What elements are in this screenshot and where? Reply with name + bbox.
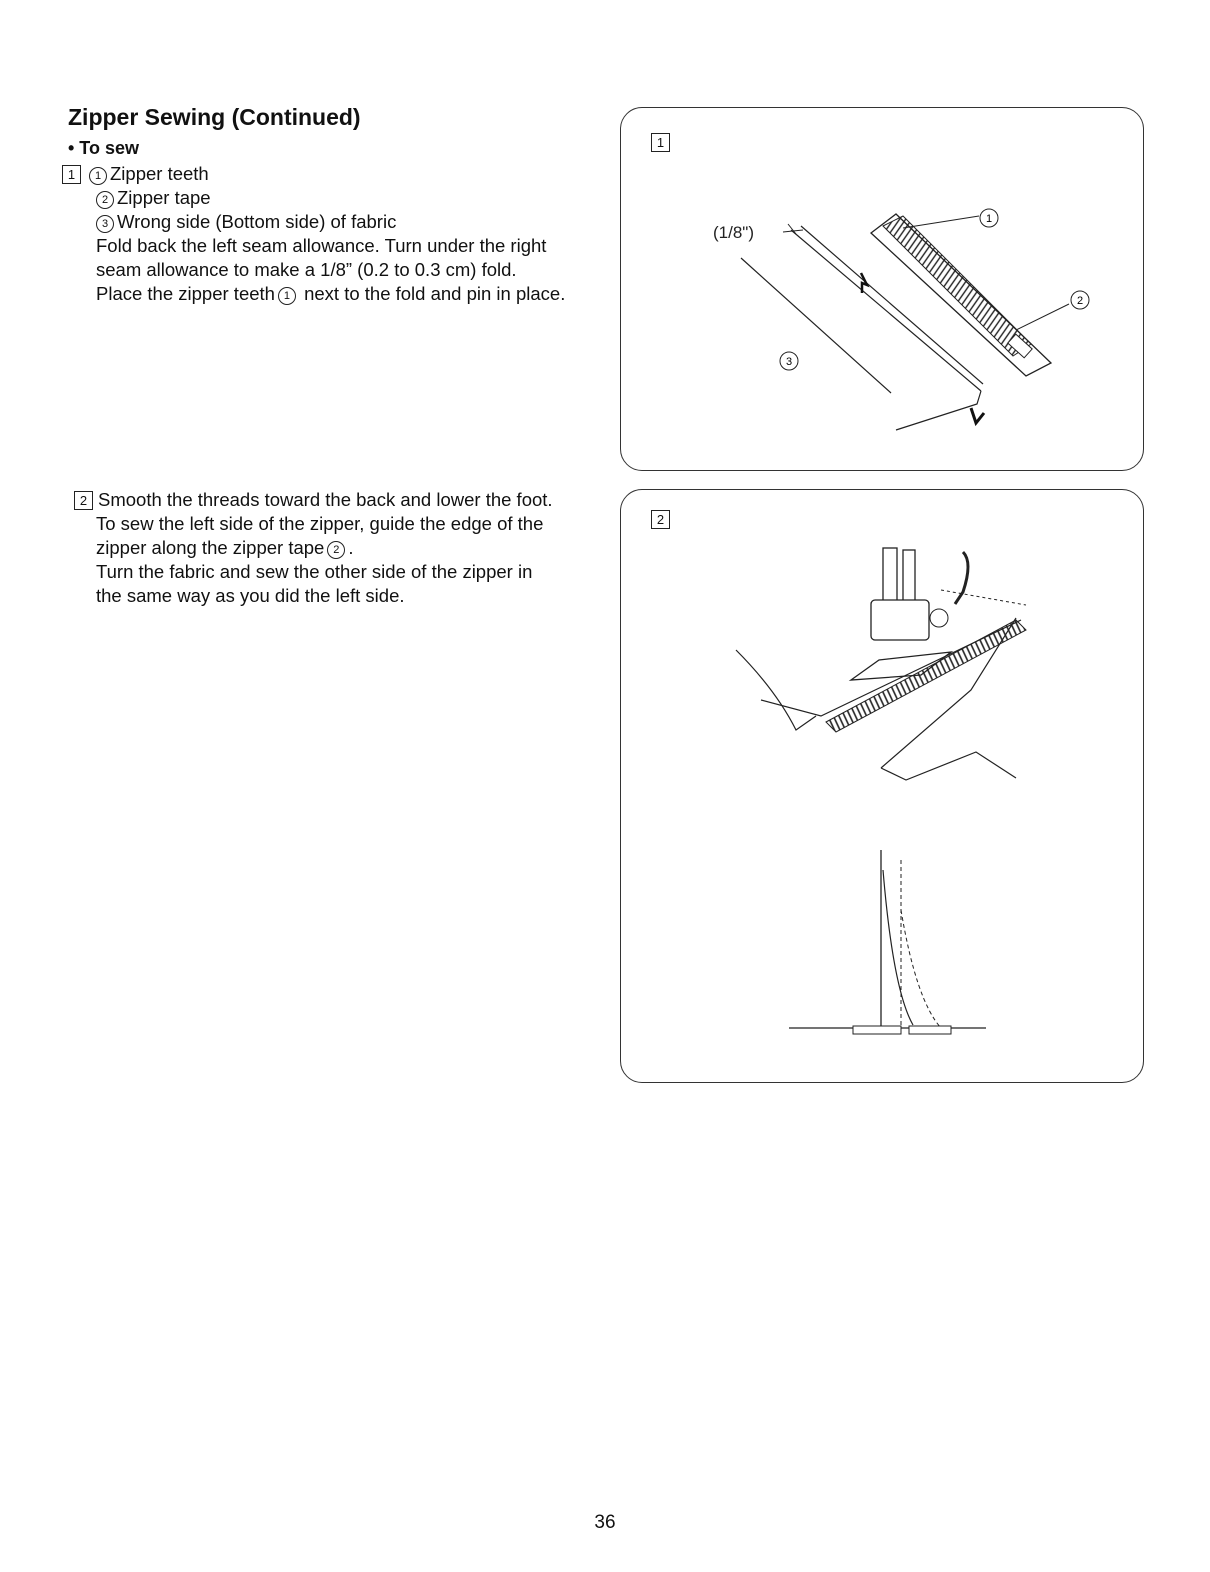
step1-instruction-line: seam allowance to make a 1/8” (0.2 to 0.3 cm) fold. <box>96 259 517 280</box>
fabric-edge <box>736 650 816 730</box>
foot-right <box>909 1026 951 1034</box>
figure-1-panel <box>620 107 1144 471</box>
item-text: Zipper tape <box>117 187 211 208</box>
callout-1-label: 1 <box>985 213 993 225</box>
step2-instruction-line <box>74 488 553 512</box>
callout-mark: 1 <box>89 167 107 185</box>
figure-2-number-box: 2 <box>651 510 670 529</box>
text-run: . <box>348 537 354 558</box>
step2-instruction-line: To sew the left side of the zipper, guide the edge of the <box>96 513 544 534</box>
measure-tick <box>788 224 796 234</box>
guide-line <box>941 590 1026 605</box>
step2-number-box: 2 <box>74 491 93 510</box>
callout-mark: 1 <box>278 287 296 305</box>
measure-label: (1/8") <box>713 223 754 242</box>
step1-item-2 <box>93 186 211 210</box>
sewing-zipper-illustration <box>621 490 1143 1082</box>
callout-mark: 3 <box>96 215 114 233</box>
step1-number-box: 1 <box>62 165 81 184</box>
text-run: Place the zipper teeth <box>96 283 275 304</box>
step1-item-1 <box>62 162 209 186</box>
page-title: Zipper Sewing (Continued) <box>68 104 361 130</box>
turn-under-arrow-icon <box>971 408 984 423</box>
fabric-bottom-edge <box>881 752 1016 780</box>
step2-instruction-line: Turn the fabric and sew the other side of the zipper in <box>96 561 533 582</box>
text-run: next to the fold and pin in place. <box>298 283 566 304</box>
figure-1-number-box: 1 <box>651 133 670 152</box>
fabric-corner <box>896 391 981 430</box>
foot-holder <box>871 600 929 640</box>
foot-screw <box>930 609 948 627</box>
fold-line <box>791 230 981 391</box>
callout-3-label: 3 <box>785 356 793 368</box>
figure-2-panel <box>620 489 1144 1083</box>
text-run: zipper along the zipper tape <box>96 537 325 558</box>
text-run: Smooth the threads toward the back and lower the foot. <box>98 489 553 510</box>
item-text: Wrong side (Bottom side) of fabric <box>117 211 397 232</box>
step1-instruction-line: Fold back the left seam allowance. Turn under the right <box>96 235 547 256</box>
thread-lever <box>955 552 968 604</box>
step2-instruction-line <box>96 536 353 560</box>
step1-item-3 <box>93 210 396 234</box>
callout-leader <box>1016 304 1069 330</box>
zipper-placement-illustration <box>621 108 1143 470</box>
subheading-to-sew: • To sew <box>68 138 139 158</box>
callout-2-label: 2 <box>1076 295 1084 307</box>
item-text: Zipper teeth <box>110 163 209 184</box>
step2-instruction-line: the same way as you did the left side. <box>96 585 405 606</box>
fold-arrow-icon <box>861 273 867 293</box>
callout-leader <box>903 216 979 228</box>
fabric-curve-dashed <box>901 910 941 1028</box>
callout-mark: 2 <box>96 191 114 209</box>
page-number: 36 <box>594 1512 616 1533</box>
foot-left <box>853 1026 901 1034</box>
step1-instruction-line <box>96 282 565 306</box>
fabric-edge-line <box>741 258 891 393</box>
callout-mark: 2 <box>327 541 345 559</box>
zipper-teeth <box>883 216 1031 356</box>
